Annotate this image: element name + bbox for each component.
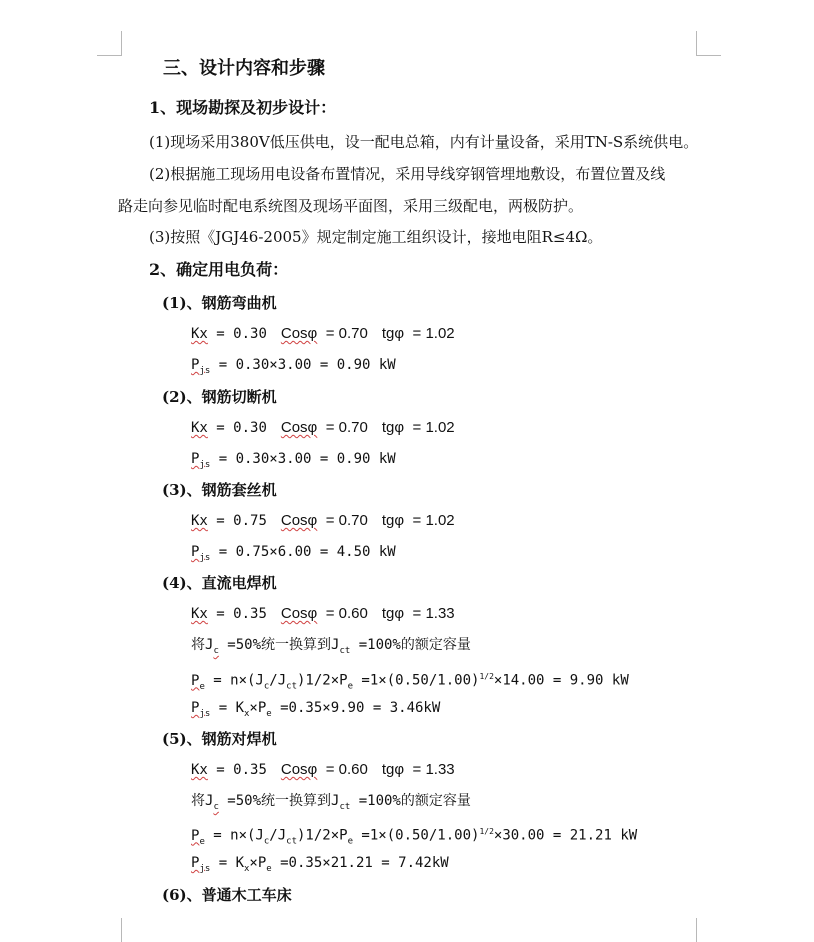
cos-label: Cosφ (280, 325, 318, 342)
step1-paragraph-1: (1)现场采用380V低压供电，设一配电总箱，内有计量设备，采用TN-S系统供电。 (149, 133, 699, 151)
step1-paragraph-2-cont: 路走向参见临时配电系统图及现场平面图，采用三级配电，两极防护。 (118, 197, 584, 215)
page-corner-mark-top-right (696, 31, 721, 56)
pjs-value: = 0.30×3.00 = 0.90 kW (210, 357, 396, 373)
page-corner-mark-bottom-right (696, 918, 721, 942)
pe-line: $P_e = n\times(J_c/J_{ct})1/2\times P_e =1\times(0.50/1.00)^{1/2}\times 30.00 = 21.21$ kW (191, 827, 638, 847)
coefficient-line: Kx = 0.30 Cosφ = 0.70 tgφ = 1.02 (191, 419, 455, 436)
coefficient-line: Kx = 0.30 Cosφ = 0.70 tgφ = 1.02 (191, 325, 455, 342)
coefficient-line: Kx = 0.75 Cosφ = 0.70 tgφ = 1.02 (191, 512, 455, 529)
equipment-title: (6)、普通木工车床 (162, 886, 292, 904)
conversion-line: 将$J_c =50\%$统一换算到$J_{ct} =100\%$的额定容量 (191, 637, 471, 656)
equipment-title: (3)、钢筋套丝机 (162, 481, 277, 499)
pjs-line: $P_{js} = 0.30\times 3.00 = 0.90$ kW (191, 451, 396, 470)
coefficient-line: Kx = 0.35 Cosφ = 0.60 tgφ = 1.33 (191, 605, 455, 622)
conversion-line: 将$J_c =50\%$统一换算到$J_{ct} =100\%$的额定容量 (191, 793, 471, 812)
pe-line: $P_e = n\times(J_c/J_{ct})1/2\times P_e =1\times(0.50/1.00)^{1/2}\times 14.00 = 9.90$ kW (191, 672, 629, 692)
pjs-line: $P_{js} = K_x\times P_e =0.35\times 9.90 = 3.46kW$ (191, 700, 441, 719)
coefficient-line: Kx = 0.35 Cosφ = 0.60 tgφ = 1.33 (191, 761, 455, 778)
section-title: 三、设计内容和步骤 (163, 58, 325, 79)
kx-label: Kx (191, 326, 208, 342)
pjs-line: $P_{js} = 0.30\times 3.00 = 0.90$ kW (191, 357, 396, 376)
pjs-line: $P_{js} = K_x\times P_e =0.35\times 21.21 = 7.42kW$ (191, 855, 449, 874)
step1-paragraph-2: (2)根据施工现场用电设备布置情况，采用导线穿钢管埋地敷设，布置位置及线 (149, 165, 666, 183)
step1-heading: 1、现场勘探及初步设计： (149, 98, 337, 117)
page-corner-mark-bottom-left (97, 918, 122, 942)
kx-value: 0.30 (233, 326, 267, 342)
tg-label: tgφ (381, 325, 405, 342)
pjs-line: $P_{js} = 0.75\times 6.00 = 4.50$ kW (191, 544, 396, 563)
cos-value: = 0.70 (325, 325, 368, 342)
equipment-title: (4)、直流电焊机 (162, 574, 277, 592)
step1-paragraph-3: (3)按照《JGJ46-2005》规定制定施工组织设计，接地电阻R≤4Ω。 (149, 228, 603, 246)
tg-value: = 1.02 (412, 325, 455, 342)
equipment-title: (1)、钢筋弯曲机 (162, 294, 277, 312)
step2-heading: 2、确定用电负荷： (149, 260, 289, 279)
page-corner-mark-top-left (97, 31, 122, 56)
equipment-title: (5)、钢筋对焊机 (162, 730, 277, 748)
equipment-title: (2)、钢筋切断机 (162, 388, 277, 406)
